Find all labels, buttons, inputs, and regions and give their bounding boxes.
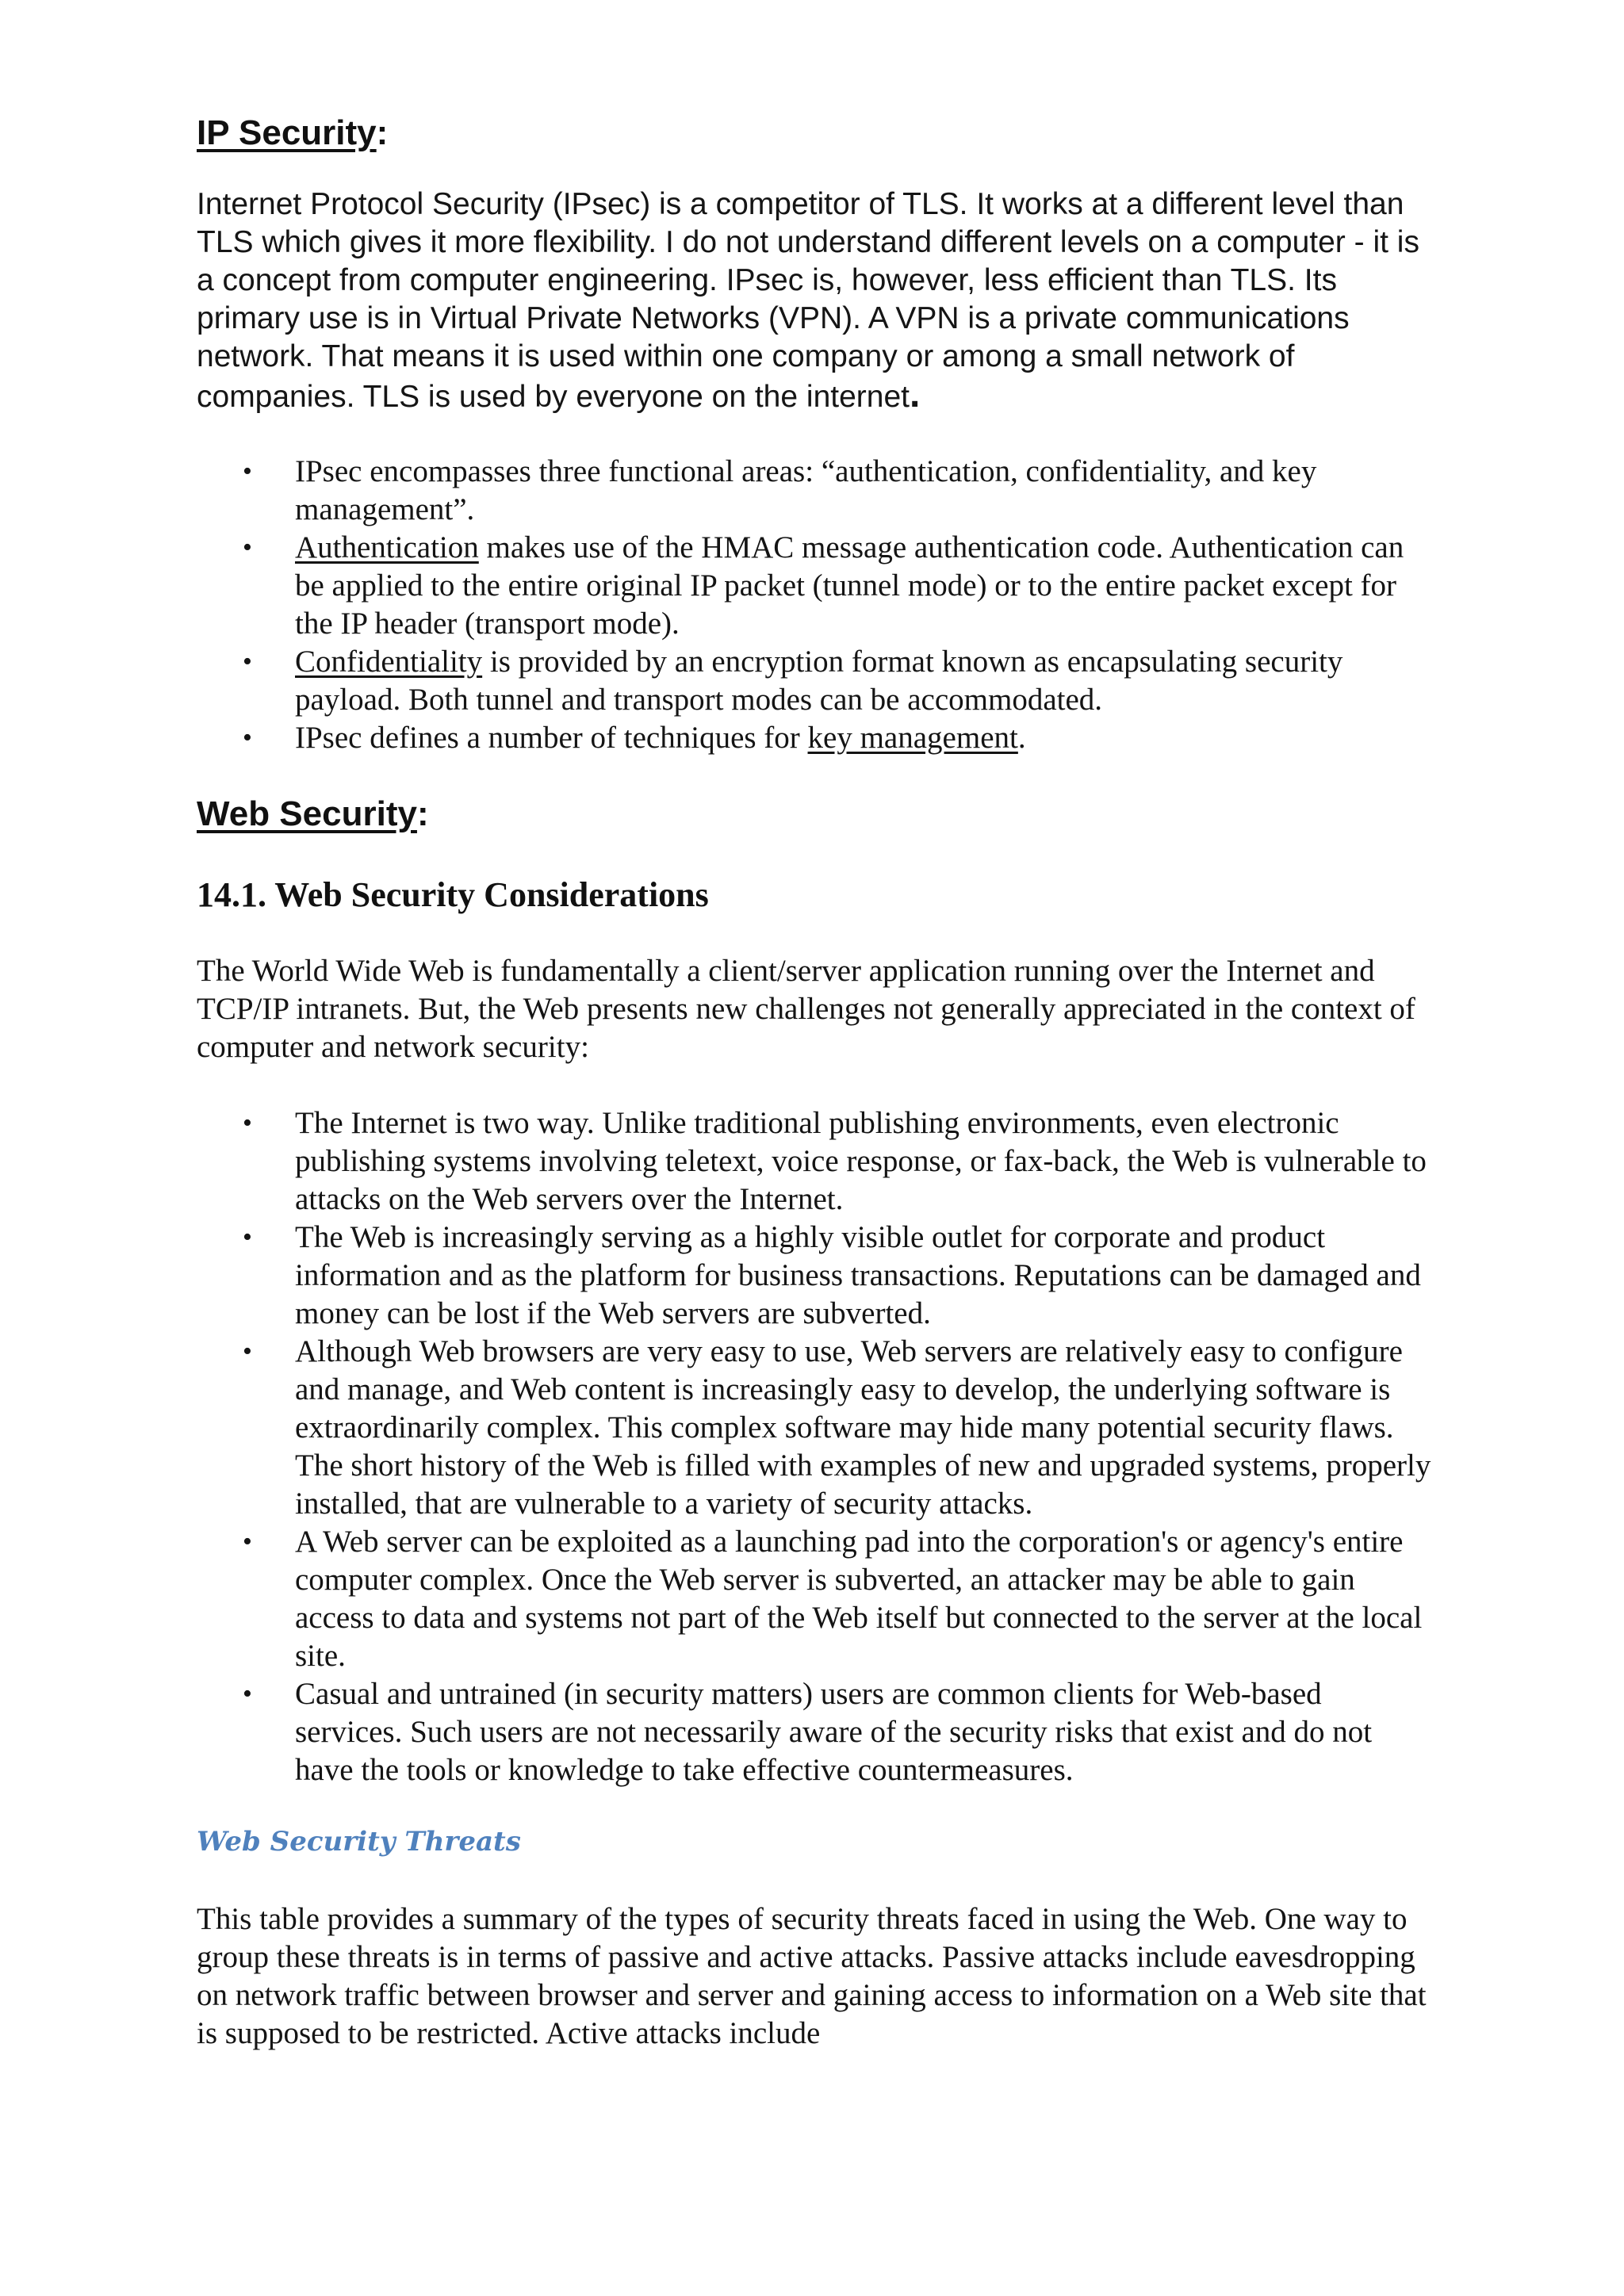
section-14-1-title: 14.1. Web Security Considerations — [197, 875, 709, 914]
list-item-text: . — [1017, 721, 1026, 755]
heading-colon: : — [416, 794, 429, 833]
list-item — [197, 719, 1434, 757]
list-item: • A Web server can be exploited as a launching pad into the corporation's or agency's entire computer complex. Once the Web server is subverted, an attacker may be able to gain access to data and systems not part of the Web itself but connected to the server at the local site. — [197, 1523, 1434, 1675]
web-threats-text: This table provides a summary of the types of security threats faced in using the Web. One way to group these threats is in terms of passive and active attacks. Passive attacks include eavesdropping on network traffic between browser and server and gaining access to information on a Web site that is supposed to be restricted. Active attacks include — [197, 1902, 1427, 2050]
term-authentication: Authentication — [295, 530, 479, 564]
intro-period: . — [909, 373, 921, 415]
web-security-threats-heading: Web Security Threats — [197, 1826, 521, 1858]
term-confidentiality: Confidentiality — [295, 645, 483, 679]
list-item — [197, 529, 1434, 643]
ip-security-heading-text: IP Security — [197, 113, 377, 152]
list-item-text: makes use of the HMAC message authentication code. Authentication can be applied to the entire original IP packet (tunnel mode) or to the entire packet except for the IP header (transport mode). — [295, 530, 1404, 641]
document-page — [197, 111, 1434, 2053]
web-challenges-list — [197, 1104, 1434, 1789]
web-security-heading-text: Web Security — [197, 794, 417, 833]
intro-text: Internet Protocol Security (IPsec) is a competitor of TLS. It works at a different level than TLS which gives it more flexibility. I do not understand different levels on a computer - it is a concept from computer engineering. IPsec is, however, less efficient than TLS. Its primary use is in Virtual Private Networks (VPN). A VPN is a private communications network. That means it is used within one company or among a small network of companies. TLS is used by everyone on the internet — [197, 187, 1419, 414]
ipsec-bullet-list — [197, 453, 1434, 757]
list-item-text: IPsec defines a number of techniques for — [295, 721, 808, 755]
term-key-management: key management — [807, 721, 1018, 755]
list-item: • The Web is increasingly serving as a highly visible outlet for corporate and product information and as the platform for business transactions. Reputations can be damaged and money can be lost if the Web servers are subverted. — [197, 1219, 1434, 1333]
list-item — [197, 453, 1434, 529]
heading-colon: : — [376, 113, 389, 152]
list-item — [197, 643, 1434, 719]
web-security-heading — [197, 792, 1434, 836]
list-item: • Casual and untrained (in security matters) users are common clients for Web-based services. Such users are not necessarily aware of the security risks that exist and do not have the tools or knowledge to take effective countermeasures. — [197, 1675, 1434, 1789]
list-item-text: IPsec encompasses three functional areas: “authentication, confidentiality, and key management”. — [295, 454, 1317, 526]
ip-security-intro — [197, 186, 1434, 416]
list-item-text: is provided by an encryption format known as encapsulating security payload. Both tunnel and transport modes can be accommodated. — [295, 645, 1343, 717]
ip-security-heading — [197, 111, 1434, 155]
web-considerations-intro: The World Wide Web is fundamentally a client/server application running over the Internet and TCP/IP intranets. But, the Web presents new challenges not generally appreciated in the context of computer and network security: — [197, 954, 1415, 1064]
list-item: • The Internet is two way. Unlike traditional publishing environments, even electronic publishing systems involving teletext, voice response, or fax-back, the Web is vulnerable to attacks on the Web servers over the Internet. — [197, 1104, 1434, 1219]
list-item: • Although Web browsers are very easy to use, Web servers are relatively easy to configure and manage, and Web content is increasingly easy to develop, the underlying software is extraordinarily complex. This complex software may hide many potential security flaws. The short history of the Web is filled with examples of new and upgraded systems, properly installed, that are vulnerable to a variety of security attacks. — [197, 1333, 1434, 1523]
